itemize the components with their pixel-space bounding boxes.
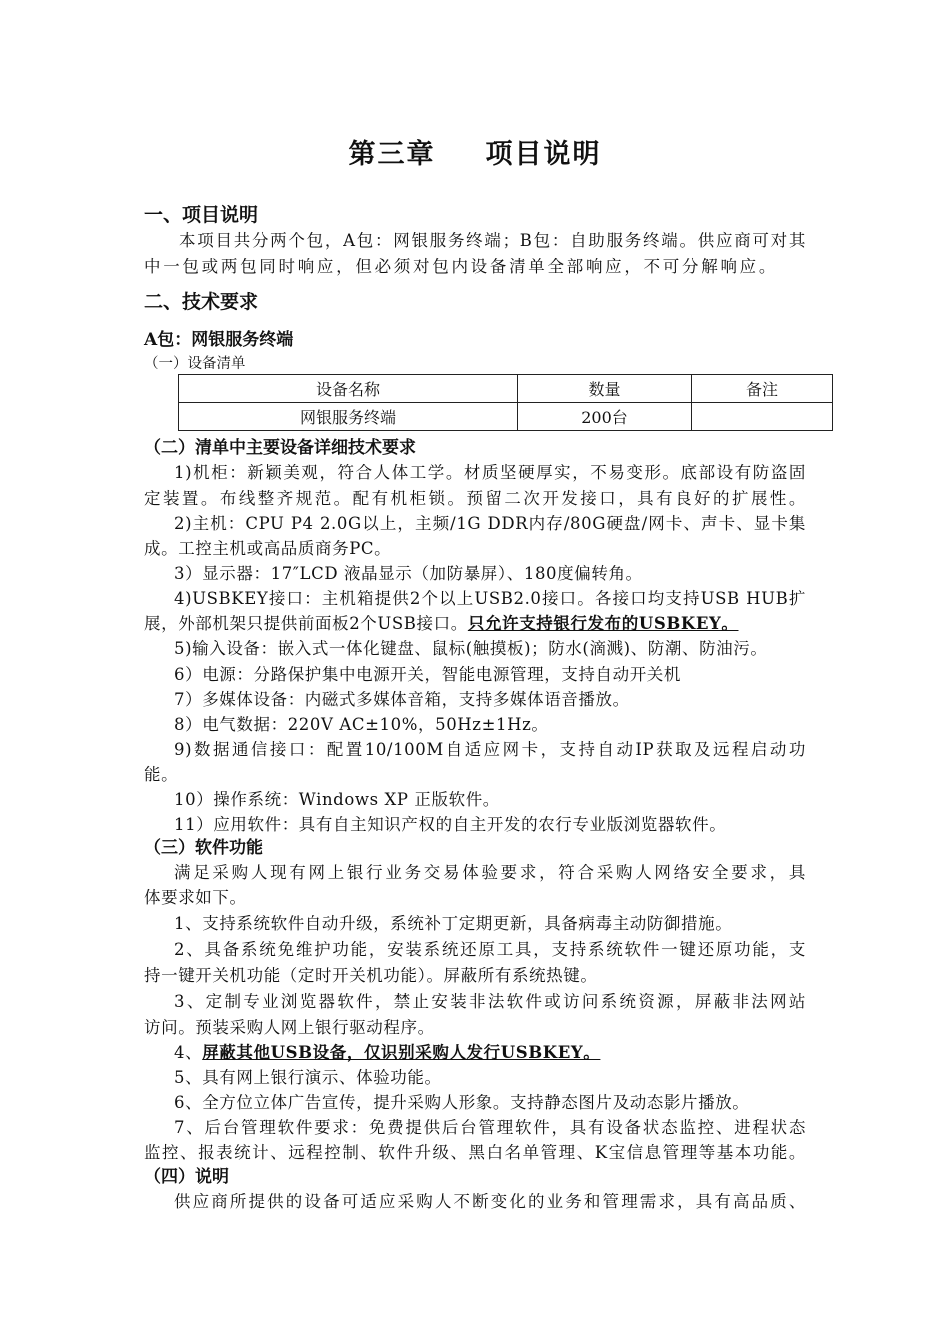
soft-line: 5、具有网上银行演示、体验功能。: [174, 1068, 442, 1087]
column-header-name: 设备名称: [179, 375, 518, 403]
cell-quantity: 200台: [518, 403, 692, 431]
soft-line: 持一键开关机功能（定时开关机功能）。屏蔽所有系统热键。: [144, 966, 598, 985]
soft-highlight: 屏蔽其他USB设备，仅识别采购人发行USBKEY。: [202, 1043, 601, 1062]
cell-name: 网银服务终端: [179, 403, 518, 431]
cell-remark: [692, 403, 833, 431]
column-header-quantity: 数量: [518, 375, 692, 403]
soft-line: 7、后台管理软件要求：免费提供后台管理软件，具有设备状态监控、进程状态: [174, 1118, 806, 1137]
req-line: 10）操作系统：Windows XP 正版软件。: [174, 790, 500, 809]
chapter-title: [0, 132, 950, 171]
soft-line: 6、全方位立体广告宣传，提升采购人形象。支持静态图片及动态影片播放。: [174, 1093, 750, 1112]
equipment-list-heading: （一）设备清单: [144, 356, 246, 372]
table-row: [179, 403, 833, 431]
chapter-name: 项目说明: [485, 139, 602, 170]
column-header-remark: 备注: [692, 375, 833, 403]
req-line-text: 展，外部机架只提供前面板2个USB接口。: [144, 614, 468, 633]
req-line: 定装置。布线整齐规范。配有机柜锁。预留二次开发接口，具有良好的扩展性。: [144, 489, 806, 508]
package-a-heading: A包：网银服务终端: [144, 330, 294, 350]
equipment-table: [178, 374, 833, 431]
tech-req-heading: （二）清单中主要设备详细技术要求: [144, 438, 416, 458]
req-line: 2)主机：CPU P4 2.0G以上，主频/1G DDR内存/80G硬盘/网卡、声卡、显卡集: [174, 514, 806, 533]
soft-line: 1、支持系统软件自动升级，系统补丁定期更新，具备病毒主动防御措施。: [174, 914, 733, 933]
software-heading: （三）软件功能: [144, 838, 263, 858]
soft-line: 3、定制专业浏览器软件，禁止安装非法软件或访问系统资源，屏蔽非法网站: [174, 992, 806, 1011]
section1-heading: 一、项目说明: [144, 204, 259, 226]
soft-line: 体要求如下。: [144, 888, 247, 907]
req-line: 能。: [144, 765, 179, 784]
soft-line-number: 4、: [174, 1043, 203, 1062]
req-line: 8）电气数据：220V AC±10%，50Hz±1Hz。: [174, 715, 549, 734]
req-line: 4)USBKEY接口：主机箱提供2个以上USB2.0接口。各接口均支持USB HUB扩: [174, 589, 806, 608]
soft-line: 访问。预装采购人网上银行驱动程序。: [144, 1018, 435, 1037]
req-line: [144, 610, 739, 634]
req-line: 6）电源：分路保护集中电源开关，智能电源管理，支持自动开关机: [174, 665, 681, 684]
soft-line: 满足采购人现有网上银行业务交易体验要求，符合采购人网络安全要求，具: [174, 863, 806, 882]
req-line: 1)机柜：新颖美观，符合人体工学。材质坚硬厚实，不易变形。底部设有防盗固: [174, 463, 806, 482]
req-line: 3）显示器：17″LCD 液晶显示（加防暴屏）、180度偏转角。: [174, 564, 643, 583]
notes-heading: （四）说明: [144, 1167, 229, 1187]
section1-line: 中一包或两包同时响应，但必须对包内设备清单全部响应，不可分解响应。: [144, 257, 776, 276]
chapter-number: 第三章: [348, 139, 436, 170]
soft-line: 监控、报表统计、远程控制、软件升级、黑白名单管理、K宝信息管理等基本功能。: [144, 1143, 806, 1162]
section1-line: 本项目共分两个包，A包：网银服务终端；B包：自助服务终端。供应商可对其: [179, 231, 806, 250]
req-highlight: 只允许支持银行发布的USBKEY。: [467, 614, 739, 633]
req-line: 成。工控主机或高品质商务PC。: [144, 539, 392, 558]
req-line: 9)数据通信接口：配置10/100M自适应网卡，支持自动IP获取及远程启动功: [174, 740, 806, 759]
soft-line: [174, 1039, 600, 1063]
table-header-row: [179, 375, 833, 403]
soft-line: 2、具备系统免维护功能，安装系统还原工具，支持系统软件一键还原功能，支: [174, 940, 806, 959]
req-line: 11）应用软件：具有自主知识产权的自主开发的农行专业版浏览器软件。: [174, 815, 727, 834]
req-line: 5)输入设备：嵌入式一体化键盘、鼠标(触摸板)；防水(滴溅)、防潮、防油污。: [174, 639, 768, 658]
section2-heading: 二、技术要求: [144, 291, 259, 313]
req-line: 7）多媒体设备：内磁式多媒体音箱，支持多媒体语音播放。: [174, 690, 630, 709]
notes-line: 供应商所提供的设备可适应采购人不断变化的业务和管理需求，具有高品质、: [174, 1192, 806, 1211]
